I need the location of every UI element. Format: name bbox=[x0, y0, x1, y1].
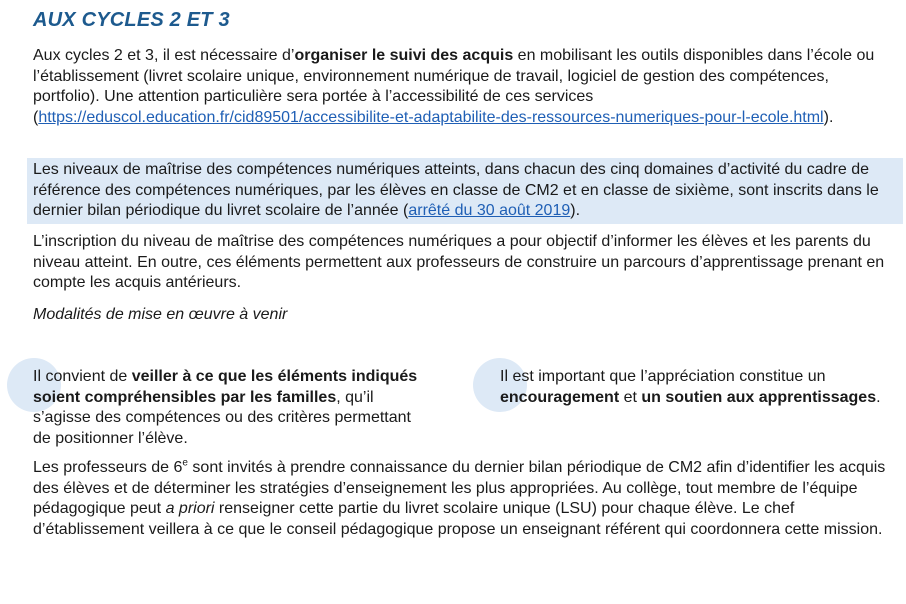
bold-text: veiller à ce que les éléments indiqués soient compréhensibles par les familles bbox=[33, 368, 418, 406]
eduscol-link[interactable]: https://eduscol.education.fr/cid89501/accessibilite-et-adaptabilite-des-ressources-numeriques-pour-l-ecole.html bbox=[38, 108, 824, 126]
bold-text: un soutien aux apprentissages bbox=[641, 388, 877, 406]
text: en mobilisant les outils disponibles dans l’école ou l’établissement (livret scolaire unique, environnement numérique de travail, logiciel de gestion des compétences, portfolio). Une attention particulière sera portée à l’accessibilité de ces services ( bbox=[33, 47, 875, 126]
italic-text: a priori bbox=[165, 500, 215, 517]
highlighted-paragraph bbox=[27, 158, 903, 224]
superscript: e bbox=[182, 457, 188, 469]
bold-text: encouragement bbox=[500, 388, 620, 406]
text: et bbox=[619, 388, 642, 406]
paragraph-inscription: L’inscription du niveau de maîtrise des compétences numériques a pour objectif d’informer les élèves et les parents du niveau atteint. En outre, ces éléments permettent aux professeurs de construire un parcours d’apprentissage prenant en compte les acquis antérieurs. bbox=[33, 233, 885, 291]
text: , qu’il s’agisse des compétences ou des critères permettant de positionner l’élève. bbox=[33, 388, 411, 447]
text: ). bbox=[823, 108, 834, 126]
text: Il convient de bbox=[33, 368, 132, 385]
text: Il est important que l’appréciation constitue un bbox=[500, 368, 826, 385]
paragraph-professeurs bbox=[33, 458, 895, 540]
text: ). bbox=[570, 202, 581, 219]
callout-right bbox=[500, 367, 900, 408]
paragraph-modalites: Modalités de mise en œuvre à venir bbox=[33, 306, 288, 323]
paragraph-suivi-acquis bbox=[33, 46, 895, 128]
arrete-link[interactable]: arrêté du 30 août 2019 bbox=[408, 202, 571, 219]
callout-left bbox=[33, 367, 433, 449]
text: . bbox=[876, 388, 881, 406]
text: Les professeurs de 6 bbox=[33, 459, 183, 476]
text: sont invités à prendre connaissance du dernier bilan périodique de CM2 afin d’identifier les acquis des élèves et de déterminer les stratégies d’enseignement les plus appropriées. Au collège, tout membre de l’équipe pédagogique peut bbox=[33, 459, 886, 517]
bold-text: organiser le suivi des acquis bbox=[294, 47, 514, 64]
section-heading: AUX CYCLES 2 ET 3 bbox=[33, 9, 230, 31]
text: renseigner cette partie du livret scolaire unique (LSU) pour chaque élève. Le chef d’établissement veillera à ce que le conseil pédagogique propose un enseignant référent qui coordonnera cette mission. bbox=[33, 500, 883, 538]
text: Aux cycles 2 et 3, il est nécessaire d’ bbox=[33, 47, 295, 64]
text: Les niveaux de maîtrise des compétences numériques atteints, dans chacun des cinq domaines d’activité du cadre de référence des compétences numériques, par les élèves en classe de CM2 et en classe de sixième, sont inscrits dans le dernier bilan périodique du livret scolaire de l’année ( bbox=[33, 161, 879, 219]
